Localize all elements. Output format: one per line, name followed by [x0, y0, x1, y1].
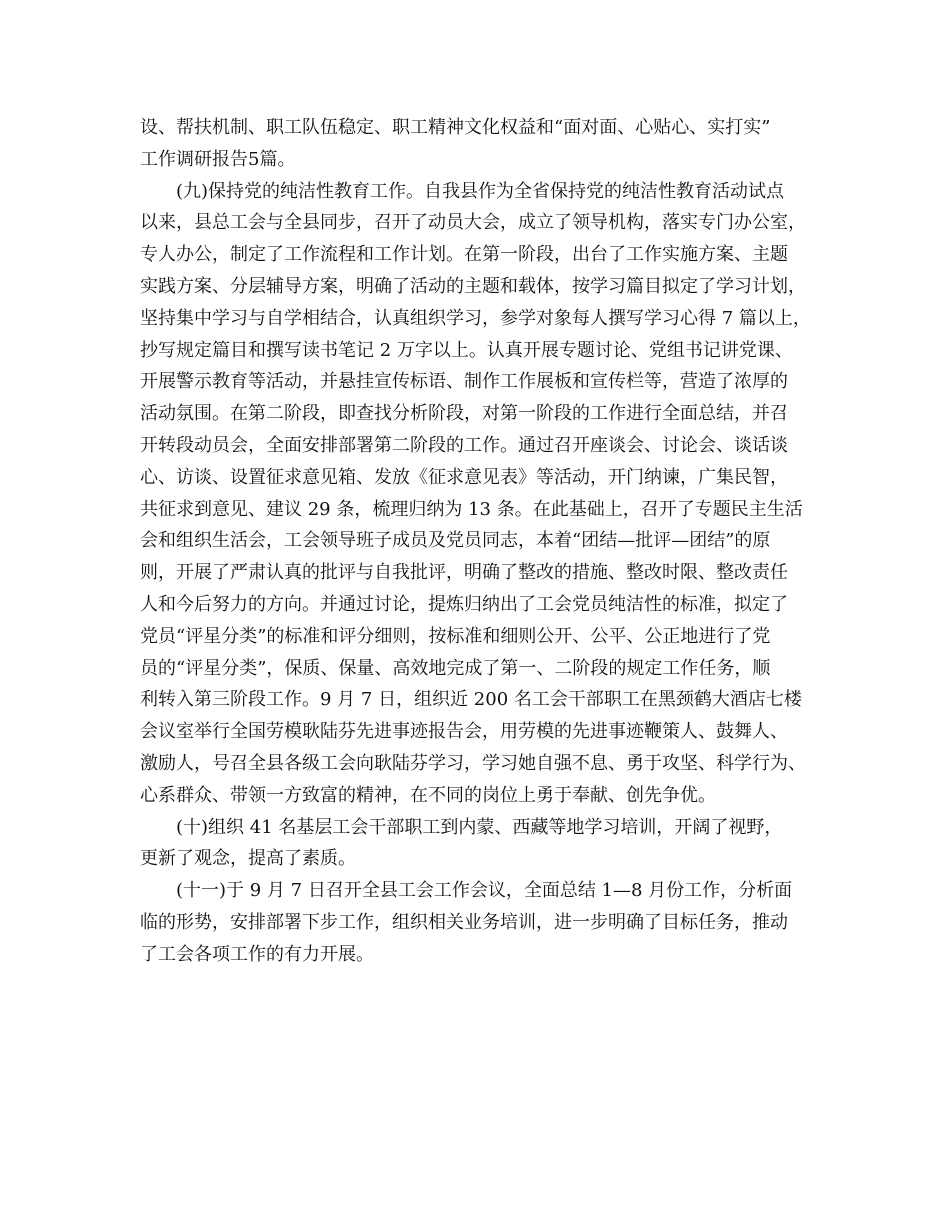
text-line: 设、帮扶机制、职工队伍稳定、职工精神文化权益和“面对面、心贴心、实打实” [140, 117, 771, 138]
text-line: 活动氛围。在第二阶段，即查找分析阶段，对第一阶段的工作进行全面总结，并召 [140, 403, 788, 425]
text-line: 会议室举行全国劳模耿陆芬先进事迹报告会，用劳模的先进事迹鞭策人、鼓舞人、 [140, 721, 788, 743]
text-line: (九)保持党的纯洁性教育工作。自我县作为全省保持党的纯洁性教育活动试点 [176, 180, 785, 202]
paragraph-nine [140, 176, 820, 812]
text-line: 心、访谈、设置征求意见箱、发放《征求意见表》等活动，开门纳谏，广集民智， [140, 466, 788, 488]
text-line: 临的形势，安排部署下步工作，组织相关业务培训，进一步明确了目标任务，推动 [140, 911, 788, 933]
text-line: 利转入第三阶段工作。9 月 7 日，组织近 200 名工会干部职工在黑颈鹤大酒店七楼 [140, 689, 802, 711]
text-line: 会和组织生活会，工会领导班子成员及党员同志，本着“团结—批评—团结”的原 [140, 530, 771, 552]
text-line: 党员“评星分类”的标准和评分细则，按标准和细则公开、公平、公正地进行了党 [140, 625, 771, 647]
document-body [140, 112, 820, 971]
text-line: 以来，县总工会与全县同步，召开了动员大会，成立了领导机构，落实专门办公室， [140, 212, 806, 234]
text-line: 则，开展了严肃认真的批评与自我批评，明确了整改的措施、整改时限、整改责任 [140, 562, 788, 584]
text-line: 激励人，号召全县各级工会向耿陆芬学习，学习她自强不息、勇于攻坚、科学行为、 [140, 752, 806, 774]
text-line: 专人办公，制定了工作流程和工作计划。在第一阶段，出台了工作实施方案、主题 [140, 244, 788, 266]
text-line: (十)组织 41 名基层工会干部职工到内蒙、西藏等地学习培训，开阔了视野， [176, 816, 783, 838]
paragraph-continuation [140, 112, 820, 176]
text-line: 心系群众、带领一方致富的精神，在不同的岗位上勇于奉献、创先争优。 [140, 784, 716, 806]
text-line: 开展警示教育等活动，并悬挂宣传标语、制作工作展板和宣传栏等，营造了浓厚的 [140, 371, 788, 393]
text-line: 了工会各项工作的有力开展。 [140, 943, 374, 965]
text-line: (十一)于 9 月 7 日召开全县工会工作会议，全面总结 1—8 月份工作，分析面 [176, 880, 793, 902]
text-line: 开转段动员会，全面安排部署第二阶段的工作。通过召开座谈会、讨论会、谈话谈 [140, 434, 788, 456]
text-line: 工作调研报告5篇。 [140, 148, 296, 170]
text-line: 员的“评星分类”，保质、保量、高效地完成了第一、二阶段的规定工作任务，顺 [140, 657, 771, 679]
text-line: 更新了观念，提高了素质。 [140, 848, 356, 870]
text-line: 坚持集中学习与自学相结合，认真组织学习，参学对象每人撰写学习心得 7 篇以上， [140, 307, 811, 329]
text-line: 实践方案、分层辅导方案，明确了活动的主题和载体，按学习篇目拟定了学习计划， [140, 275, 806, 297]
paragraph-eleven [140, 875, 820, 970]
text-line: 共征求到意见、建议 29 条，梳理归纳为 13 条。在此基础上，召开了专题民主生活 [140, 498, 803, 520]
paragraph-ten [140, 812, 820, 876]
text-line: 人和今后努力的方向。并通过讨论，提炼归纳出了工会党员纯洁性的标准，拟定了 [140, 593, 788, 615]
text-line: 抄写规定篇目和撰写读书笔记 2 万字以上。认真开展专题讨论、党组书记讲党课、 [140, 339, 793, 361]
